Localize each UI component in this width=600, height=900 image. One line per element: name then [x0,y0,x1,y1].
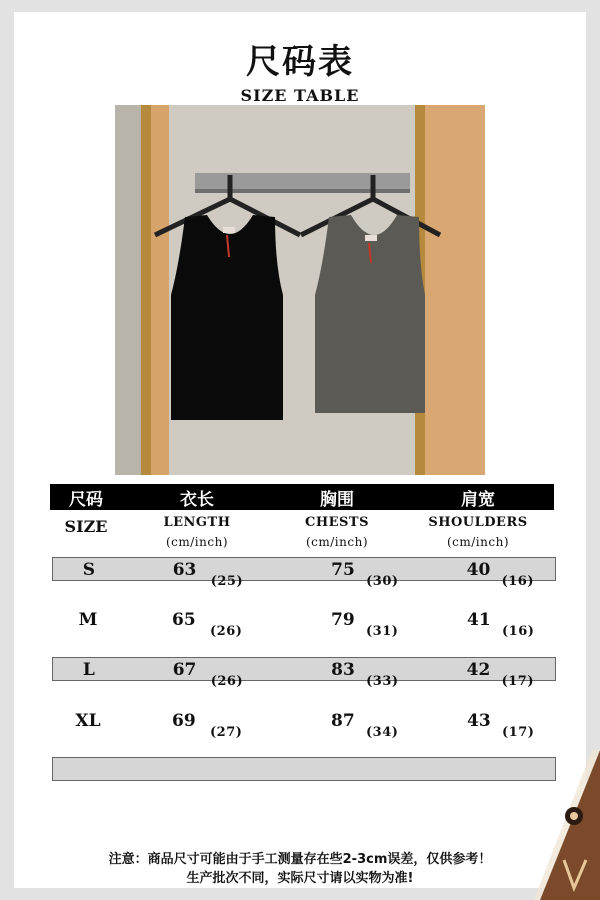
row-shoulder: 42 [466,660,491,680]
col-chest-cn: 胸围 [320,489,354,510]
table-subheader [50,515,554,555]
col-length-cn: 衣长 [180,489,214,510]
row-chest: 79 [331,610,355,630]
row-length-inch: (26) [210,624,243,639]
row-chest-cell [274,558,403,589]
brand-corner-icon [520,750,600,900]
col-shoulder-en [402,515,554,555]
row-chest: 83 [331,660,355,680]
size-chart-card [14,12,586,888]
row-size: S [82,560,95,580]
row-length-cell [124,608,274,639]
row-size: XL [75,711,101,731]
row-length-inch: (25) [210,574,244,589]
row-length: 67 [172,660,197,680]
col-length-en-label: LENGTH [163,515,231,530]
row-size: M [78,610,98,630]
row-chest-inch: (34) [366,725,399,740]
row-length-cell [125,558,274,589]
col-shoulder-unit: (cm/inch) [446,535,510,549]
row-shoulder-cell [404,558,555,589]
row-length-cell [124,709,274,740]
page-subtitle: SIZE TABLE [240,86,360,105]
table-row [52,608,556,639]
row-length-cell [125,658,274,689]
table-blank-row [52,757,556,781]
col-chest-en [272,515,402,555]
footer-note-2: 生产批次不同，实际尺寸请以实物为准! [186,871,414,886]
table-row [52,657,556,689]
col-size-en [50,515,122,555]
row-length: 65 [172,610,196,630]
row-shoulder: 43 [467,711,491,731]
row-length: 69 [172,711,196,731]
product-photo [115,105,485,475]
col-chest-unit: (cm/inch) [305,535,369,549]
row-chest-inch: (31) [366,624,399,639]
row-shoulder-cell [404,658,555,689]
table-row [52,557,556,589]
row-shoulder-inch: (16) [502,624,535,639]
row-shoulder-cell [404,608,556,639]
row-shoulder-inch: (17) [502,725,535,740]
col-chest-en-label: CHESTS [305,515,369,530]
row-chest-inch: (33) [366,674,399,689]
row-chest: 87 [331,711,355,731]
row-shoulder-inch: (17) [501,674,535,689]
col-shoulder-en-label: SHOULDERS [428,515,528,530]
table-header [50,484,554,510]
row-chest-inch: (30) [366,574,399,589]
col-length-unit: (cm/inch) [165,535,229,549]
row-shoulder-inch: (16) [501,574,535,589]
row-length: 63 [172,560,197,580]
row-chest: 75 [331,560,355,580]
row-shoulder: 40 [466,560,491,580]
row-chest-cell [274,709,404,740]
col-shoulder-cn: 肩宽 [461,489,495,510]
row-chest-cell [274,658,403,689]
table-row [52,709,556,740]
col-length-en [122,515,272,555]
col-size-cn: 尺码 [69,489,103,510]
row-length-inch: (26) [210,674,244,689]
row-chest-cell [274,608,404,639]
col-size-en-label: SIZE [64,517,108,536]
footer-note-1: 注意：商品尺寸可能由于手工测量存在些2-3cm误差，仅供参考！ [108,852,492,867]
row-length-inch: (27) [210,725,243,740]
row-size: L [82,660,95,680]
page-title: 尺码表 [246,42,354,82]
row-shoulder-cell [404,709,556,740]
row-shoulder: 41 [467,610,491,630]
product-photo-icon [115,105,485,475]
